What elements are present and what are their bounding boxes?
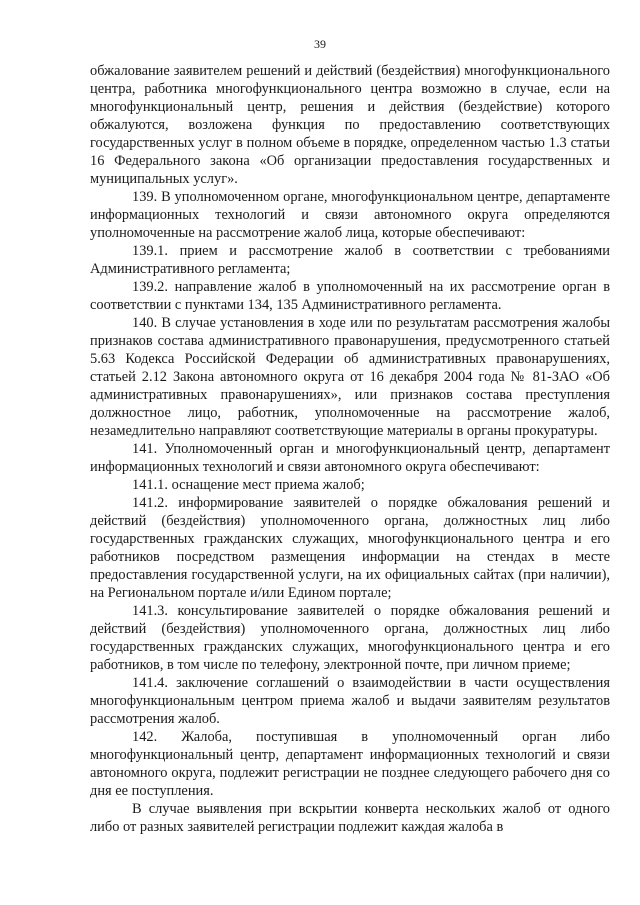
paragraph: 141. Уполномоченный орган и многофункциональный центр, департамент информационных технологий и связи автономного округа обеспечивают: bbox=[90, 441, 610, 475]
paragraph: 139.2. направление жалоб в уполномоченный на их рассмотрение орган в соответствии с пунктами 134, 135 Административного регламента. bbox=[90, 279, 610, 313]
paragraph: 139.1. прием и рассмотрение жалоб в соответствии с требованиями Административного регламента; bbox=[90, 243, 610, 277]
document-body bbox=[90, 62, 610, 836]
paragraph: 141.3. консультирование заявителей о порядке обжалования решений и действий (бездействия) уполномоченного органа, должностных лиц либо государственных гражданских служащих, многофункционального центра и его работников, в том числе по телефону, электронной почте, при личном приеме; bbox=[90, 603, 610, 673]
paragraph: обжалование заявителем решений и действий (бездействия) многофункционального центра, работника многофункционального центра возможно в случае, если на многофункциональный центр, решения и действия (бездействие) которого обжалуются, возложена функция по предоставлению соответствующих государственных услуг в полном объеме в порядке, определенном частью 1.3 статьи 16 Федерального закона «Об организации предоставления государственных и муниципальных услуг». bbox=[90, 63, 610, 187]
paragraph: 140. В случае установления в ходе или по результатам рассмотрения жалобы признаков состава административного правонарушения, предусмотренного статьей 5.63 Кодекса Российской Федерации об административных правонарушениях, статьей 2.12 Закона автономного округа от 16 декабря 2004 года № 81-ЗАО «Об административных правонарушениях», или признаков состава преступления должностное лицо, работник, уполномоченные на рассмотрение жалоб, незамедлительно направляют соответствующие материалы в органы прокуратуры. bbox=[90, 315, 610, 439]
paragraph: 139. В уполномоченном органе, многофункциональном центре, департаменте информационных технологий и связи автономного округа определяются уполномоченные на рассмотрение жалоб лица, которые обеспечивают: bbox=[90, 189, 610, 241]
paragraph: В случае выявления при вскрытии конверта нескольких жалоб от одного либо от разных заявителей регистрации подлежит каждая жалоба в bbox=[90, 801, 610, 835]
paragraph: 141.1. оснащение мест приема жалоб; bbox=[132, 477, 365, 493]
paragraph: 141.4. заключение соглашений о взаимодействии в части осуществления многофункциональным центром приема жалоб и выдачи заявителям результатов рассмотрения жалоб. bbox=[90, 675, 610, 727]
paragraph: 142. Жалоба, поступившая в уполномоченный орган либо многофункциональный центр, департамент информационных технологий и связи автономного округа, подлежит регистрации не позднее следующего рабочего дня со дня ее поступления. bbox=[90, 729, 610, 799]
page-number: 39 bbox=[314, 37, 326, 51]
paragraph: 141.2. информирование заявителей о порядке обжалования решений и действий (бездействия) уполномоченного органа, должностных лиц либо государственных гражданских служащих, многофункционального центра и его работников посредством размещения информации на стендах в месте предоставления государственной услуги, на их официальных сайтах (при наличии), на Региональном портале и/или Едином портале; bbox=[90, 495, 610, 601]
